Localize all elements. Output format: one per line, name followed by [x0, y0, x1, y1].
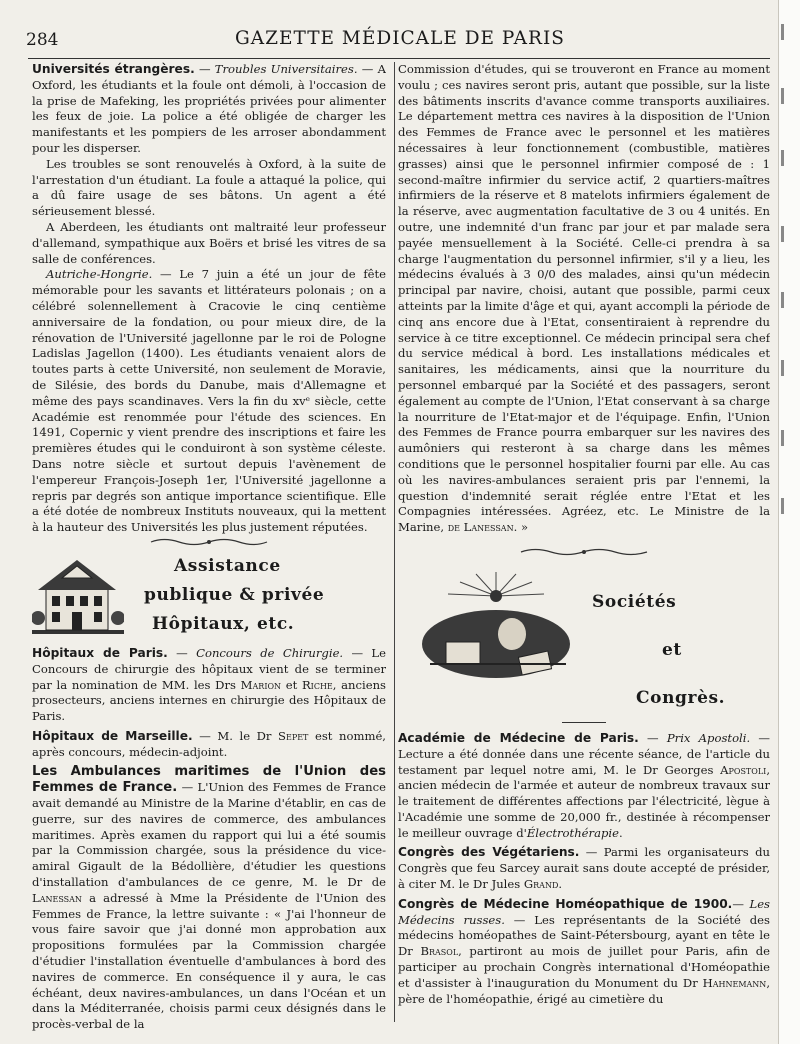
vegetariens-section	[398, 845, 770, 892]
vegetariens-heading: Congrès des Végétariens.	[398, 845, 580, 860]
homeopathique-text-a: — Les représentants de la Société des médecins homéopathes de Saint-Pétersbourg, ayant en tête le Dr	[398, 912, 770, 959]
banner-word-societes: Sociétés	[592, 591, 677, 612]
hopitaux-paris-heading: Hôpitaux de Paris.	[32, 645, 168, 660]
left-column	[32, 62, 386, 1033]
letter-text: Commission d'études, qui se trouveront en France au moment voulu ; ces navires seront pris, autant que possible, sur la liste des bâtiments inscrits d'avance comme transports auxiliaires. Le département mettra ces navires à la disposition de l'Union des Femmes de France avec le personnel et les matières nécessaires à leur fonctionnement (combustible, matières grasses) ainsi que le personnel infirmier composé de : 1 second-maître infirmier du service actif, 2 quartiers-maîtres infirmiers de la réserve et 8 matelots infirmiers également de la réserve, avec augmentation facultative de 3 ou 4 unités. En outre, une indemnité d'un franc par jour et par malade sera payée mensuellement à la Société. Celle-ci prendra à sa charge l'augmentation du personnel infirmier, s'il y a lieu, les médecins évalués à 3 0/0 des malades, ainsi qu'un médecin principal par navire, choisi, autant que possible, parmi ceux atteints par la limite d'âge et qui, ayant accompli la période de cinq ans encore due à l'Etat, consentiraient à reprendre du service à ce titre exceptionnel. Ce médecin principal sera chef du service médical à bord. Les installations médicales et sanitaires, les médicaments, ainsi que la nourriture du personnel embarqué par la Société et des passagers, seront également au compte de l'Union, l'Etat conservant à sa charge la nourriture de l'Etat-major et de l'équipage. Enfin, l'Union des Femmes de France pourra embarquer sur les navires des aumôniers qui resteront à sa charge dans les mêmes conditions que le personnel hospitalier fourni par elle. Au cas où les navires-ambulances seraient pris par l'ennemi, la question d'indemnité serait réglée entre l'Etat et les Compagnies intéressées. Agréez, etc. Le Ministre de la Marine,	[398, 62, 770, 535]
hopitaux-marseille-section	[32, 729, 386, 761]
name-grand: Grand	[523, 877, 559, 892]
academie-sub: Prix Apostoli.	[666, 730, 751, 745]
page-edge	[778, 0, 800, 1044]
autriche-text: — Le 7 juin a été un jour de fête mémorable pour les savants et littérateurs polonais ; on a célébré solennellement à Cracovie le cinq centième anniversaire de la fondation, ou pour mieux dire, de la rénovation de l'Université jagellonne par le roi de Pologne Ladislas Jagellon (1400). Les étudiants venaient alors de toutes parts à cette Université, non seulement de Moravie, de Silésie, des bords du Danube, mais d'Allemagne et même des pays scandinaves. Vers la fin du xvᵉ siècle, cette Académie est renommée pour l'étude des sciences. En 1491, Copernic y vient prendre des inscriptions et faire les premières études qui le conduiront à son système céleste. Dans notre siècle et surtout depuis l'avènement de l'empereur François-Joseph 1er, l'Université jagellonne a repris par degrés son antique importance scientifique. Elle a été dotée de nombreux Instituts nouveaux, qui la mettent à la hauteur des Universités les plus justement réputées.	[32, 267, 386, 535]
academie-text-a: — Lecture a été donnée dans une récente séance, de l'article du testament par lequel notre ami, M. le Dr Georges	[398, 730, 770, 777]
hopitaux-paris-text-b: et	[281, 677, 302, 692]
name-riche: Riche	[301, 677, 333, 692]
homeopathique-text-b: , partiront au mois de juillet pour Paris, afin de participer au prochain Congrès international d'Homéopathie et d'assister à l'inauguration du Monument du Dr	[398, 944, 770, 990]
signature-end: »	[517, 520, 529, 535]
ambulances-heading: Les Ambulances maritimes de l'Union des Femmes de France.	[32, 764, 386, 796]
homeopathique-dash: —	[732, 896, 744, 911]
running-title: GAZETTE MÉDICALE DE PARIS	[235, 28, 565, 49]
name-brasol: Brasol	[420, 944, 459, 959]
hopitaux-paris-dash: —	[167, 645, 197, 660]
congress-emblem-icon	[416, 572, 576, 688]
banner-line-2: publique & privée	[144, 584, 325, 605]
universites-section	[32, 62, 386, 157]
societes-banner	[398, 560, 770, 716]
name-sepet: Sepet	[278, 728, 309, 743]
autriche-label: Autriche-Hongrie.	[46, 267, 153, 282]
page-number: 284	[26, 30, 59, 50]
hopitaux-marseille-text-a: — M. le Dr	[192, 728, 279, 743]
hopitaux-paris-section	[32, 646, 386, 725]
column-rule	[394, 62, 395, 1022]
banner-word-et: et	[662, 639, 682, 660]
academie-text-b: , ancien médecin de l'armée et auteur de nombreux travaux sur le traitement de différentes affections par l'électricité, lègue à l'Académie une somme de 20,000 fr., destinée à récompenser le meilleur ouvrage d'	[398, 762, 770, 840]
universites-paragraph-1: A Oxford, les étudiants et la foule ont démoli, à l'occasion de la prise de Mafeking, les propriétés privées pour alimenter les feux de joie. La police a été obligée de charger les manifestants et les pompiers de les arroser abondamment pour les disperser.	[32, 62, 386, 155]
homeopathique-heading: Congrès de Médecine Homéopathique de 1900.	[398, 896, 733, 911]
ambulances-section	[32, 764, 386, 1033]
signature-lanessan: de Lanessan.	[447, 520, 518, 535]
homeopathique-sub: Les Médecins russes.	[398, 896, 770, 927]
universites-paragraph-2: Les troubles se sont renouvelés à Oxford, à la suite de l'arrestation d'un étudiant. La foule a attaqué la police, qui a dû faire usage de ses bâtons. Un agent a été sérieusement blessé.	[32, 156, 386, 219]
banner-line-1: Assistance	[174, 555, 281, 576]
academie-text-c: .	[618, 825, 623, 840]
right-column	[398, 62, 770, 1007]
hopitaux-paris-sub: Concours de Chirurgie.	[196, 645, 344, 660]
name-lanessan: Lanessan	[32, 890, 82, 905]
banner-rule	[562, 722, 606, 723]
assistance-banner	[32, 548, 386, 646]
letter-continuation	[398, 62, 770, 536]
autriche-paragraph	[32, 267, 386, 536]
academie-heading: Académie de Médecine de Paris.	[398, 730, 639, 745]
name-apostoli: Apostoli	[720, 762, 767, 777]
hospital-building-icon	[32, 554, 124, 636]
header-rule	[28, 58, 770, 59]
universites-paragraph-3: A Aberdeen, les étudiants ont maltraité leur professeur d'allemand, sympathique aux Boërs et brisé les vitres de sa salle de conférences.	[32, 219, 386, 266]
vegetariens-text-a: — Parmi les organisateurs du Congrès que feu Sarcey aurait sans doute accepté de présider, à citer M. le Dr Jules	[398, 845, 770, 892]
ambulances-text-b: a adressé à Mme la Présidente de l'Union des Femmes de France, la lettre suivante : « J'ai l'honneur de vous faire savoir que j'ai donné mon approbation aux propositions formulées par la Commission chargée d'étudier l'installation éventuelle d'ambulances à bord des navires de commerce. En conséquence il y aura, le cas échéant, deux navires-ambulances, un dans l'Océan et un dans la Méditerranée, choisis parmi ceux désignés dans le procès-verbal de la	[32, 890, 386, 1032]
universites-subheading: — Troubles Universitaires. —	[198, 62, 374, 76]
homeopathique-section	[398, 897, 770, 1008]
hopitaux-paris-text-c: , anciens prosecteurs, anciens internes en chirurgie des Hôpitaux de Paris.	[32, 677, 386, 724]
hopitaux-paris-text-a: — Le Concours de chirurgie des hôpitaux vient de se terminer par la nomination de MM. les Drs	[32, 645, 386, 692]
banner-word-congres: Congrès.	[636, 687, 726, 708]
hopitaux-marseille-text-b: est nommé, après concours, médecin-adjoint.	[32, 728, 386, 759]
universites-heading: Universités étrangères.	[32, 62, 195, 76]
vegetariens-text-b: .	[558, 877, 563, 892]
ambulances-text-a: — L'Union des Femmes de France avait demandé au Ministre de la Marine d'établir, en cas de guerre, sur des navires de commerce, des ambulances maritimes. Après examen du rapport qui lui a été soumis par la Commission chargée, sous la présidence du vice-amiral Gigault de la Bédollière, d'étudier les questions d'installation d'ambulances de ce genre, M. le Dr de	[32, 780, 386, 890]
work-electrotherapie: Électrothérapie	[526, 825, 619, 840]
hopitaux-marseille-heading: Hôpitaux de Marseille.	[32, 728, 193, 743]
section-ornament-2	[398, 546, 770, 558]
academie-section	[398, 731, 770, 842]
banner-line-3: Hôpitaux, etc.	[152, 613, 295, 634]
name-marion: Marion	[240, 677, 282, 692]
academie-dash: —	[638, 730, 667, 745]
name-hahnemann: Hahnemann	[702, 975, 767, 990]
section-ornament	[32, 536, 386, 548]
homeopathique-text-c: , père de l'homéopathie, érigé au cimetière du	[398, 975, 770, 1006]
